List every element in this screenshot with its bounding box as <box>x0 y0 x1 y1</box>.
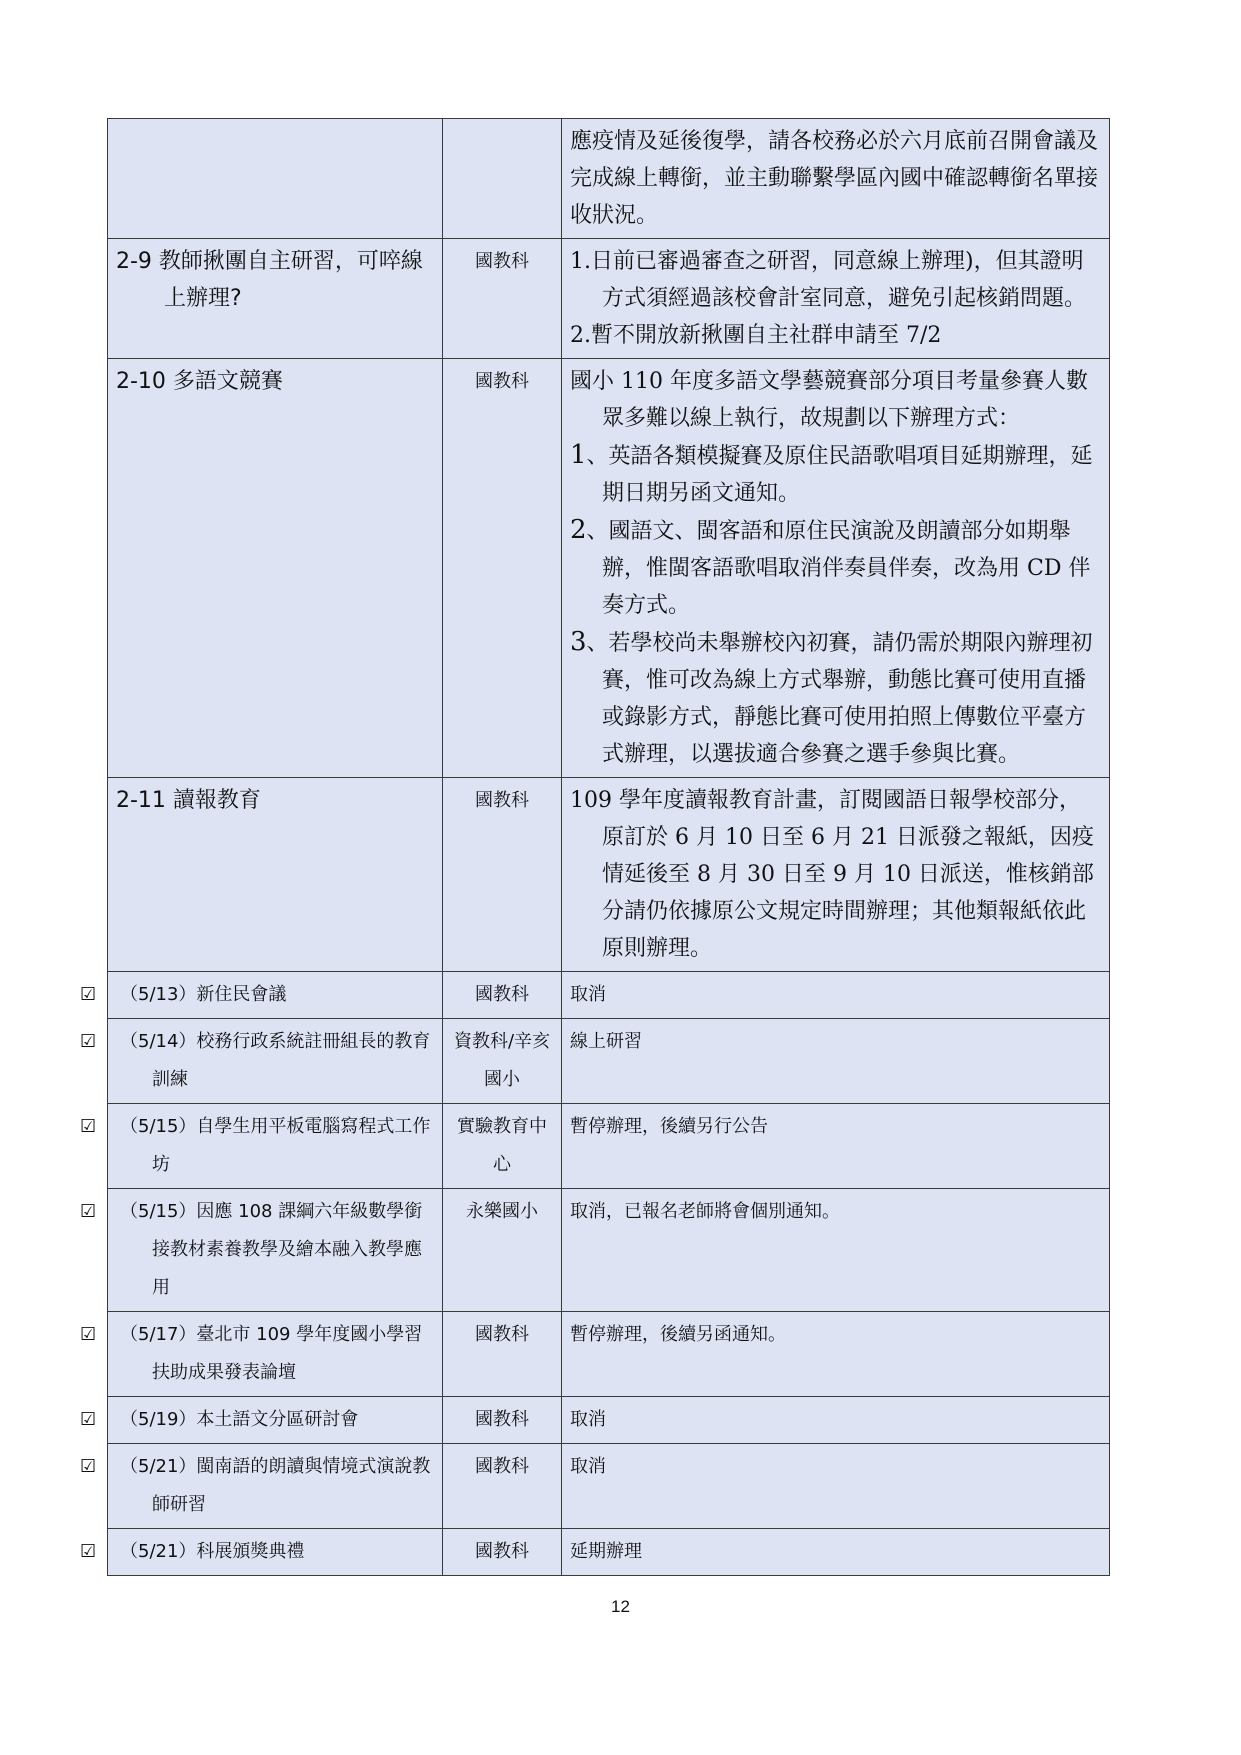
item-title: 2-10 多語文競賽 <box>116 369 283 394</box>
table-row <box>108 119 1110 239</box>
content-cell: 延期辦理 <box>562 1529 1110 1576</box>
item-title: （5/21）科展頒獎典禮 <box>120 1541 305 1562</box>
item-number: 1 <box>570 440 587 470</box>
unit-cell: 國教科 <box>443 972 562 1019</box>
item-title: 2-9 教師揪團自主研習，可啐線上辦理? <box>116 249 423 311</box>
item-text: 、英語各類模擬賽及原住民語歌唱項目延期辦理，延期日期另函文通知。 <box>586 444 1093 506</box>
item-title: （5/17）臺北市 109 學年度國小學習扶助成果發表論壇 <box>120 1324 423 1383</box>
item-cell <box>108 239 443 359</box>
table-row <box>108 359 1110 778</box>
item-number: 3 <box>570 627 587 657</box>
item-cell: ☑ （5/17）臺北市 109 學年度國小學習扶助成果發表論壇 <box>108 1312 443 1397</box>
content-cell: 取消 <box>562 972 1110 1019</box>
content-cell <box>562 778 1110 972</box>
item-text: 、國語文、閩客語和原住民演說及朗讀部分如期舉辦，惟閩客語歌唱取消伴奏員伴奏，改為用 CD 伴奏方式。 <box>586 519 1091 618</box>
content-text: 109 學年度讀報教育計畫，訂閱國語日報學校部分，原訂於 6 月 10 日至 6 月 21 日派發之報紙，因疫情延後至 8 月 30 日至 9 月 10 日派送，惟核銷部分請仍依據原公文規定時間辦理；其他類報紙依此原則辦理。 <box>570 788 1094 961</box>
content-intro: 國小 110 年度多語文學藝競賽部分項目考量參賽人數眾多難以線上執行，故規劃以下辦理方式： <box>570 369 1088 431</box>
unit-cell: 國教科 <box>443 1444 562 1529</box>
table-row <box>108 239 1110 359</box>
unit-cell: 國教科 <box>443 1312 562 1397</box>
item-cell: ☑ （5/21）科展頒獎典禮 <box>108 1529 443 1576</box>
content-cell: 暫停辦理，後續另行公告 <box>562 1104 1110 1189</box>
content-numbered-item <box>570 437 1101 512</box>
item-title: （5/14）校務行政系統註冊組長的教育訓練 <box>120 1031 431 1090</box>
unit-cell: 國教科 <box>443 778 562 972</box>
unit-cell: 永樂國小 <box>443 1189 562 1312</box>
content-cell <box>562 119 1110 239</box>
item-title: （5/13）新住民會議 <box>120 984 287 1005</box>
content-cell: 取消，已報名老師將會個別通知。 <box>562 1189 1110 1312</box>
item-cell: ☑ （5/21）閩南語的朗讀與情境式演說教師研習 <box>108 1444 443 1529</box>
content-text: 應疫情及延後復學，請各校務必於六月底前召開會議及完成線上轉銜，並主動聯繫學區內國中確認轉銜名單接收狀況。 <box>570 129 1099 228</box>
page-number: 12 <box>611 1597 630 1616</box>
content-cell: 線上研習 <box>562 1019 1110 1104</box>
item-cell <box>108 359 443 778</box>
item-title: 2-11 讀報教育 <box>116 788 261 813</box>
table-row <box>108 1444 1110 1529</box>
content-cell: 取消 <box>562 1444 1110 1529</box>
item-cell: ☑ （5/14）校務行政系統註冊組長的教育訓練 <box>108 1019 443 1104</box>
item-title: （5/21）閩南語的朗讀與情境式演說教師研習 <box>120 1456 431 1515</box>
content-item: 2.暫不開放新揪團自主社群申請至 7/2 <box>570 323 942 348</box>
item-cell <box>108 778 443 972</box>
item-cell: ☑ （5/15）因應 108 課綱六年級數學銜接教材素養教學及繪本融入教學應用 <box>108 1189 443 1312</box>
content-cell <box>562 239 1110 359</box>
content-numbered-item <box>570 512 1101 624</box>
content-item: 1.日前已審過審查之研習，同意線上辦理)，但其證明方式須經過該校會計室同意，避免引起核銷問題。 <box>570 249 1087 311</box>
content-numbered-item <box>570 624 1101 773</box>
content-cell: 暫停辦理，後續另函通知。 <box>562 1312 1110 1397</box>
table-row <box>108 1397 1110 1444</box>
unit-cell: 資教科/辛亥國小 <box>443 1019 562 1104</box>
item-title: （5/19）本土語文分區研討會 <box>120 1409 359 1430</box>
table-row <box>108 1529 1110 1576</box>
content-cell: 取消 <box>562 1397 1110 1444</box>
item-cell: ☑ （5/13）新住民會議 <box>108 972 443 1019</box>
table-row <box>108 1019 1110 1104</box>
agenda-table <box>80 118 1110 1576</box>
item-title: （5/15）因應 108 課綱六年級數學銜接教材素養教學及繪本融入教學應用 <box>120 1201 423 1298</box>
item-cell <box>108 119 443 239</box>
table-row <box>108 1104 1110 1189</box>
item-title: （5/15）自學生用平板電腦寫程式工作坊 <box>120 1116 431 1175</box>
table-row <box>108 1189 1110 1312</box>
unit-cell: 國教科 <box>443 359 562 778</box>
content-cell <box>562 359 1110 778</box>
unit-cell <box>443 119 562 239</box>
item-cell: ☑ （5/15）自學生用平板電腦寫程式工作坊 <box>108 1104 443 1189</box>
item-text: 、若學校尚未舉辦校內初賽，請仍需於期限內辦理初賽，惟可改為線上方式舉辦，動態比賽可使用直播或錄影方式，靜態比賽可使用拍照上傳數位平臺方式辦理，以選拔適合參賽之選手參與比賽。 <box>586 631 1093 767</box>
unit-cell: 實驗教育中心 <box>443 1104 562 1189</box>
item-cell: ☑ （5/19）本土語文分區研討會 <box>108 1397 443 1444</box>
table-row <box>108 778 1110 972</box>
unit-cell: 國教科 <box>443 1529 562 1576</box>
table-row <box>108 972 1110 1019</box>
unit-cell: 國教科 <box>443 239 562 359</box>
unit-cell: 國教科 <box>443 1397 562 1444</box>
item-number: 2 <box>570 515 587 545</box>
table-row <box>108 1312 1110 1397</box>
